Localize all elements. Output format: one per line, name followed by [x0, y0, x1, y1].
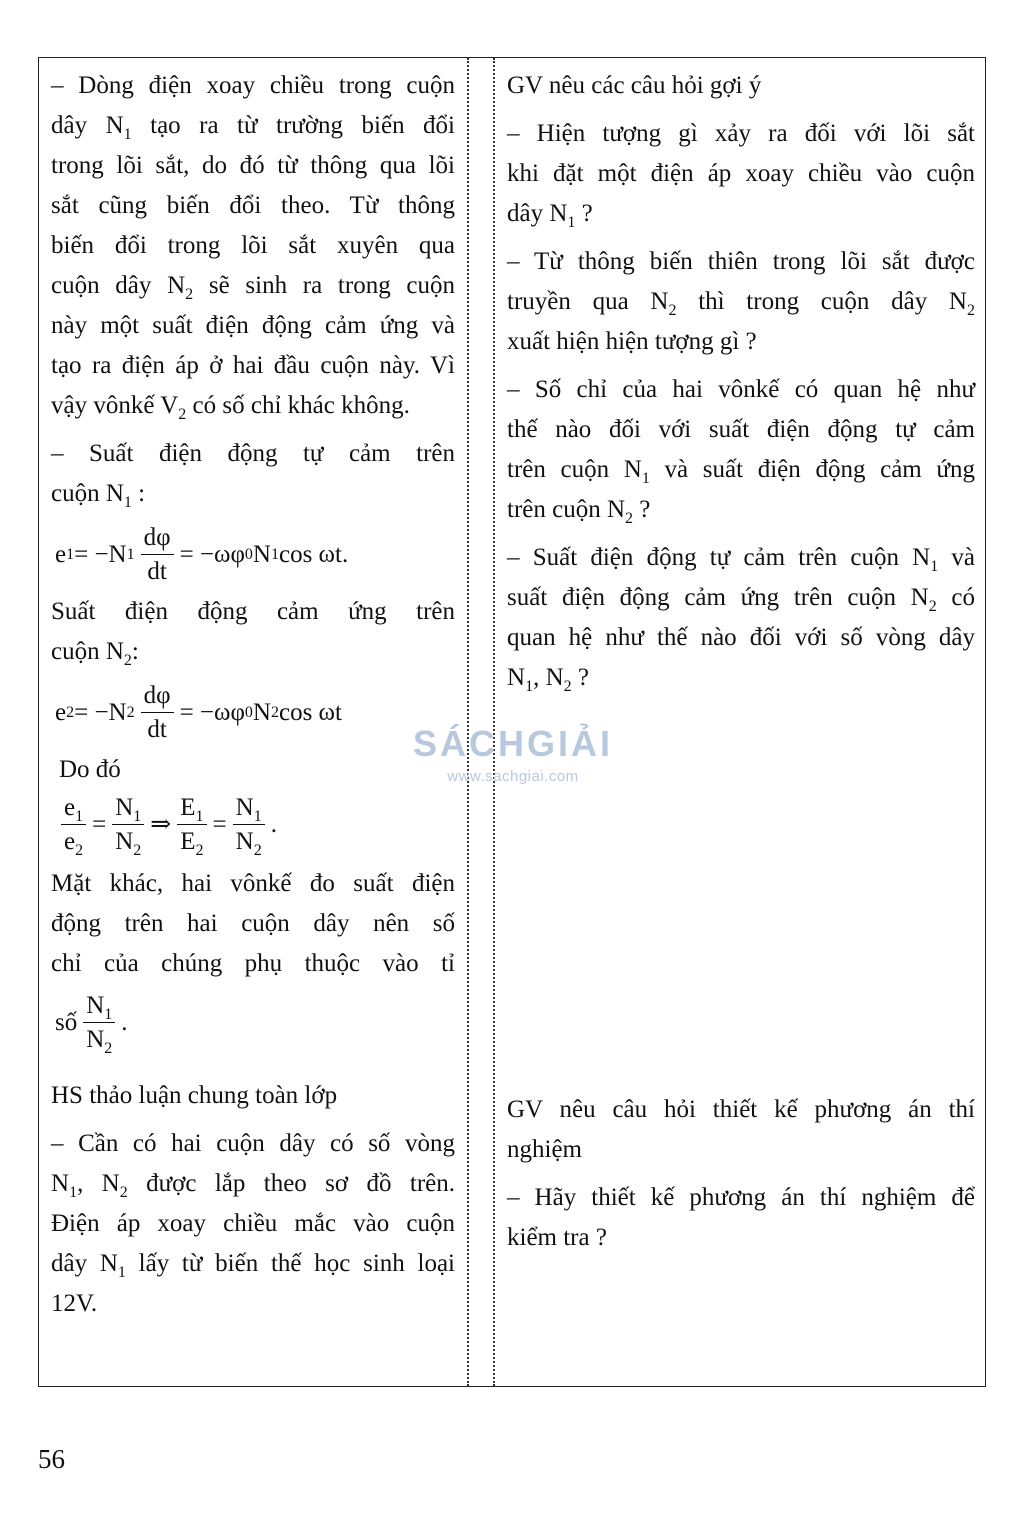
text-line: cuộn $N_2$: [51, 638, 139, 669]
text-line: trên cuộn $N_2$ ? [507, 496, 651, 527]
text-line: chỉ của chúng phụ thuộc vào tỉ [51, 950, 455, 977]
text-line: xuất hiện hiện tượng gì ? [507, 328, 757, 355]
text-line: HS thảo luận chung toàn lớp [51, 1082, 338, 1109]
fraction: $\frac{N_1}{N_2}$ [83, 992, 115, 1054]
watermark-brand: SÁCHGIẢI [412, 723, 613, 764]
watermark [408, 722, 618, 788]
text-line: $N_1$, $N_2$ được lắp theo sơ đồ trên. [51, 1170, 455, 1201]
equation-e1: e 1 = −N 1 $\frac{d\varphi}{dt}$ = −ωφ 0 N 1 cos ωt. [55, 524, 349, 585]
text-line: – Suất điện động tự cảm trên [51, 440, 455, 467]
text-line: quan hệ như thế nào đối với số vòng dây [507, 624, 975, 651]
fraction: $\frac{d\varphi}{dt}$ [141, 524, 174, 586]
text-line: – Số chỉ của hai vônkế có quan hệ như [507, 376, 975, 403]
text-line: cuộn dây $N_2$ sẽ sinh ra trong cuộn [51, 272, 455, 303]
text-line: – Cần có hai cuộn dây có số vòng [51, 1130, 455, 1157]
right-column [507, 66, 975, 1258]
equation-ratio: $\frac{e_1}{e_2}$ = $\frac{N_1}{N_2}$ ⇒ $\frac{E_1}{E_2}$ = $\frac{N_1}{N_2}$ . [55, 794, 455, 856]
text-line: dây $N_1$ ? [507, 200, 593, 231]
text-line: 12V. [51, 1290, 98, 1317]
text-line: Suất điện động cảm ứng trên [51, 598, 455, 625]
text-line: dây $N_1$ lấy từ biến thế học sinh loại [51, 1250, 455, 1281]
text-line: dây $N_1$ tạo ra từ trường biến đổi [51, 112, 455, 143]
text-line: vậy vônkế $V_2$ có số chỉ khác không. [51, 392, 410, 423]
text-line: sắt cũng biến đổi theo. Từ thông [51, 192, 455, 219]
text-line: cuộn $N_1$ : [51, 480, 146, 511]
text-line: – Dòng điện xoay chiều trong cuộn [51, 72, 455, 99]
fraction: $\frac{N_1}{N_2}$ [112, 794, 144, 856]
text-line: – Từ thông biến thiên trong lõi sắt được [507, 248, 975, 275]
left-column [51, 66, 455, 1324]
text-line: – Hiện tượng gì xảy ra đối với lõi sắt [507, 120, 975, 147]
text-line: suất điện động cảm ứng trên cuộn $N_2$ có [507, 584, 975, 615]
text-line: Điện áp xoay chiều mắc vào cuộn [51, 1210, 455, 1237]
text-line: khi đặt một điện áp xoay chiều vào cuộn [507, 160, 975, 187]
section-heading: GV nêu câu hỏi thiết kế phương án thí [507, 1096, 975, 1123]
fraction: $\frac{E_1}{E_2}$ [177, 794, 206, 856]
text-line: truyền qua $N_2$ thì trong cuộn dây $N_2$ [507, 288, 975, 319]
text-line: thế nào đối với suất điện động tự cảm [507, 416, 975, 443]
text-line: trong lõi sắt, do đó từ thông qua lõi [51, 152, 455, 179]
fraction: $\frac{N_1}{N_2}$ [233, 794, 265, 856]
text-line: Mặt khác, hai vônkế đo suất điện [51, 870, 455, 897]
page-number: 56 [38, 1444, 65, 1474]
fraction: $\frac{e_1}{e_2}$ [61, 794, 86, 856]
text-line: tạo ra điện áp ở hai đầu cuộn này. Vì [51, 352, 455, 379]
section-heading: GV nêu các câu hỏi gợi ý [507, 72, 762, 99]
text-line: này một suất điện động cảm ứng và [51, 312, 455, 339]
text-line: nghiệm [507, 1136, 582, 1163]
text-line: – Hãy thiết kế phương án thí nghiệm để [507, 1184, 975, 1211]
text-line: $N_1$, $N_2$ ? [507, 664, 589, 695]
text-line: động trên hai cuộn dây nên số [51, 910, 455, 937]
text-line: biến đổi trong lõi sắt xuyên qua [51, 232, 455, 259]
ratio-expression: số $\frac{N_1}{N_2}$ . [55, 992, 128, 1057]
fraction: $\frac{d\varphi}{dt}$ [141, 682, 174, 744]
watermark-url: www.sachgiai.com [447, 768, 579, 785]
equation-e2: e 2 = −N 2 $\frac{d\varphi}{dt}$ = −ωφ 0 N 2 cos ωt [55, 682, 342, 743]
text-line: kiểm tra ? [507, 1224, 607, 1251]
text-line: trên cuộn $N_1$ và suất điện động cảm ứng [507, 456, 975, 487]
text-line: – Suất điện động tự cảm trên cuộn $N_1$ và [507, 544, 975, 575]
text-line: Do đó [59, 756, 121, 783]
